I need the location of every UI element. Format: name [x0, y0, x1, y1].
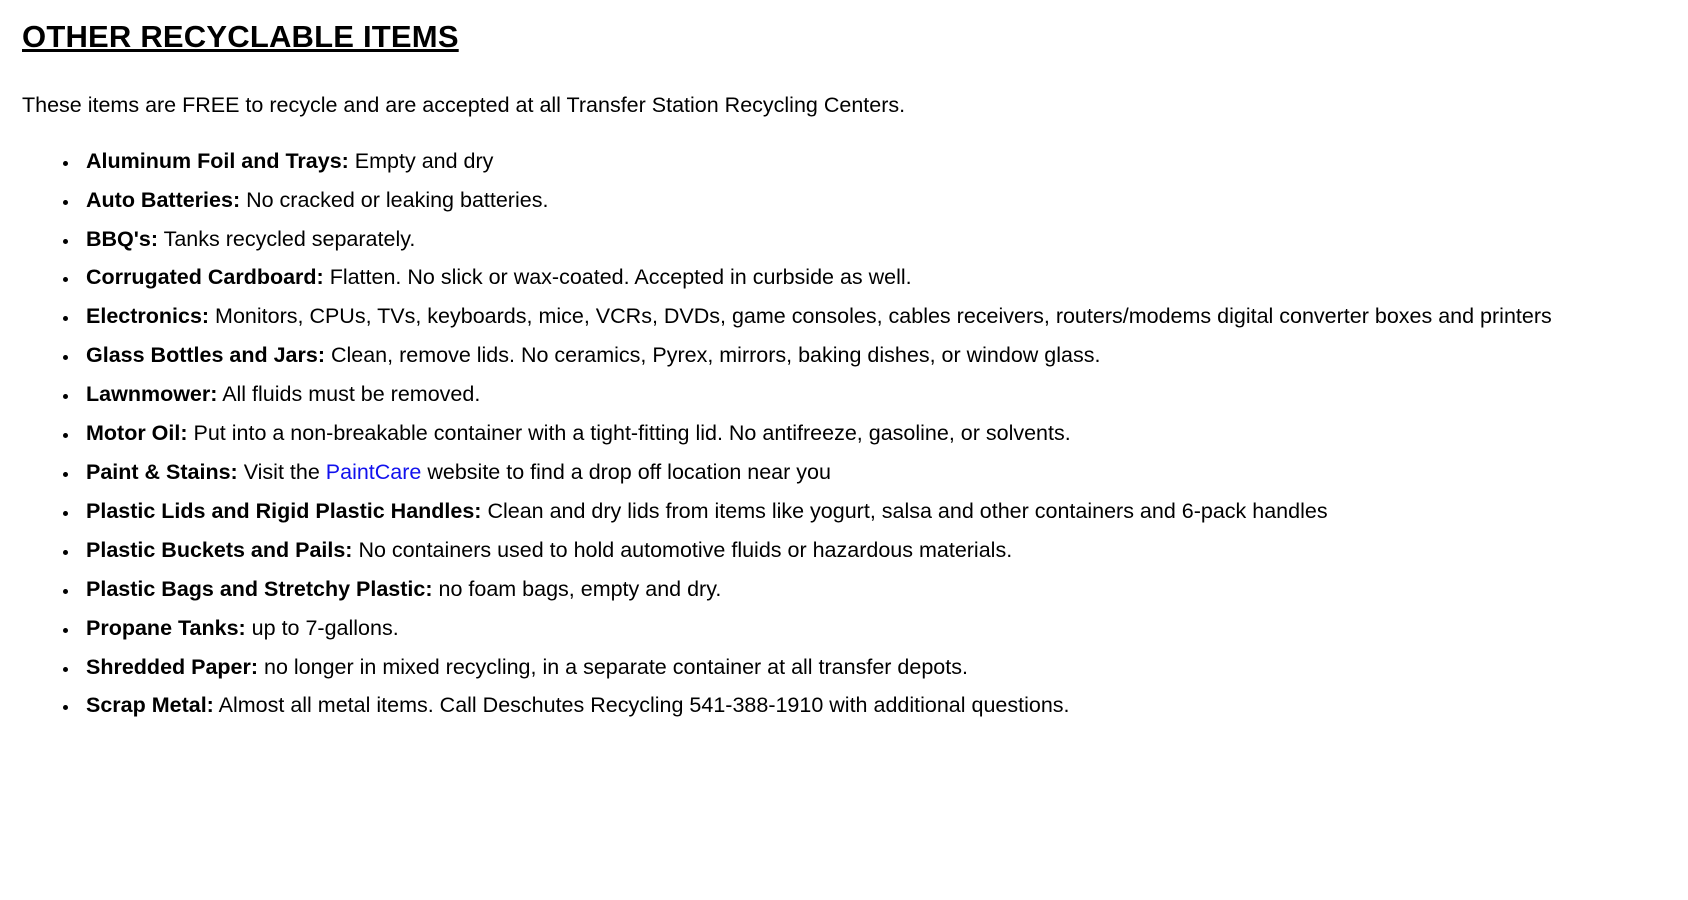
list-item [80, 570, 1666, 609]
list-item-term: Auto Batteries: [86, 187, 241, 212]
list-item [80, 142, 1666, 181]
list-item [80, 492, 1666, 531]
list-item-description: up to 7-gallons. [245, 615, 399, 640]
list-item-term: Plastic Buckets and Pails: [86, 537, 353, 562]
list-item-description: No cracked or leaking batteries. [240, 187, 549, 212]
recyclable-items-list [22, 142, 1666, 726]
list-item-term: Scrap Metal: [86, 693, 214, 718]
list-item-description: Put into a non-breakable container with a tight-fitting lid. No antifreeze, gasoline, or solvents. [187, 421, 1071, 446]
list-item [80, 648, 1666, 687]
paintcare-link[interactable]: PaintCare [325, 460, 422, 485]
list-item [80, 258, 1666, 297]
list-item-description: Flatten. No slick or wax-coated. Accepted in curbside as well. [323, 265, 912, 290]
list-item-term: Plastic Lids and Rigid Plastic Handles: [86, 498, 482, 523]
list-item [80, 181, 1666, 220]
list-item [80, 531, 1666, 570]
list-item-term: Lawnmower: [86, 382, 218, 407]
list-item-description: Monitors, CPUs, TVs, keyboards, mice, VCRs, DVDs, game consoles, cables receivers, routers/modems digital converter boxes and printers [209, 304, 1552, 329]
list-item-term: Plastic Bags and Stretchy Plastic: [86, 576, 433, 601]
list-item [80, 220, 1666, 259]
list-item [80, 336, 1666, 375]
list-item-term: Corrugated Cardboard: [86, 265, 324, 290]
list-item [80, 686, 1666, 725]
list-item-description: Clean and dry lids from items like yogurt, salsa and other containers and 6-pack handles [481, 498, 1328, 523]
list-item [80, 609, 1666, 648]
list-item-paint-stains [80, 453, 1666, 492]
list-item-description: no longer in mixed recycling, in a separate container at all transfer depots. [258, 654, 968, 679]
list-item-description: All fluids must be removed. [217, 382, 481, 407]
list-item-description: Visit the [237, 460, 326, 485]
list-item-description-after: website to find a drop off location near you [421, 460, 831, 485]
list-item-term: Shredded Paper: [86, 654, 259, 679]
list-item-description: Clean, remove lids. No ceramics, Pyrex, mirrors, baking dishes, or window glass. [324, 343, 1101, 368]
list-item-description: Tanks recycled separately. [158, 226, 416, 251]
list-item-term: Aluminum Foil and Trays: [86, 148, 349, 173]
list-item-description: Empty and dry [348, 148, 494, 173]
intro-paragraph: These items are FREE to recycle and are accepted at all Transfer Station Recycling Centers. [22, 92, 906, 117]
list-item [80, 297, 1666, 336]
list-item [80, 414, 1666, 453]
list-item-term: Paint & Stains: [86, 460, 238, 485]
page-title: OTHER RECYCLABLE ITEMS [22, 19, 459, 54]
list-item-description: No containers used to hold automotive fluids or hazardous materials. [352, 537, 1013, 562]
list-item [80, 375, 1666, 414]
list-item-description: no foam bags, empty and dry. [432, 576, 722, 601]
list-item-term: Motor Oil: [86, 421, 188, 446]
list-item-description: Almost all metal items. Call Deschutes Recycling 541-388-1910 with additional questions. [213, 693, 1070, 718]
list-item-term: Glass Bottles and Jars: [86, 343, 325, 368]
list-item-term: Propane Tanks: [86, 615, 246, 640]
list-item-term: Electronics: [86, 304, 210, 329]
list-item-term: BBQ's: [86, 226, 159, 251]
